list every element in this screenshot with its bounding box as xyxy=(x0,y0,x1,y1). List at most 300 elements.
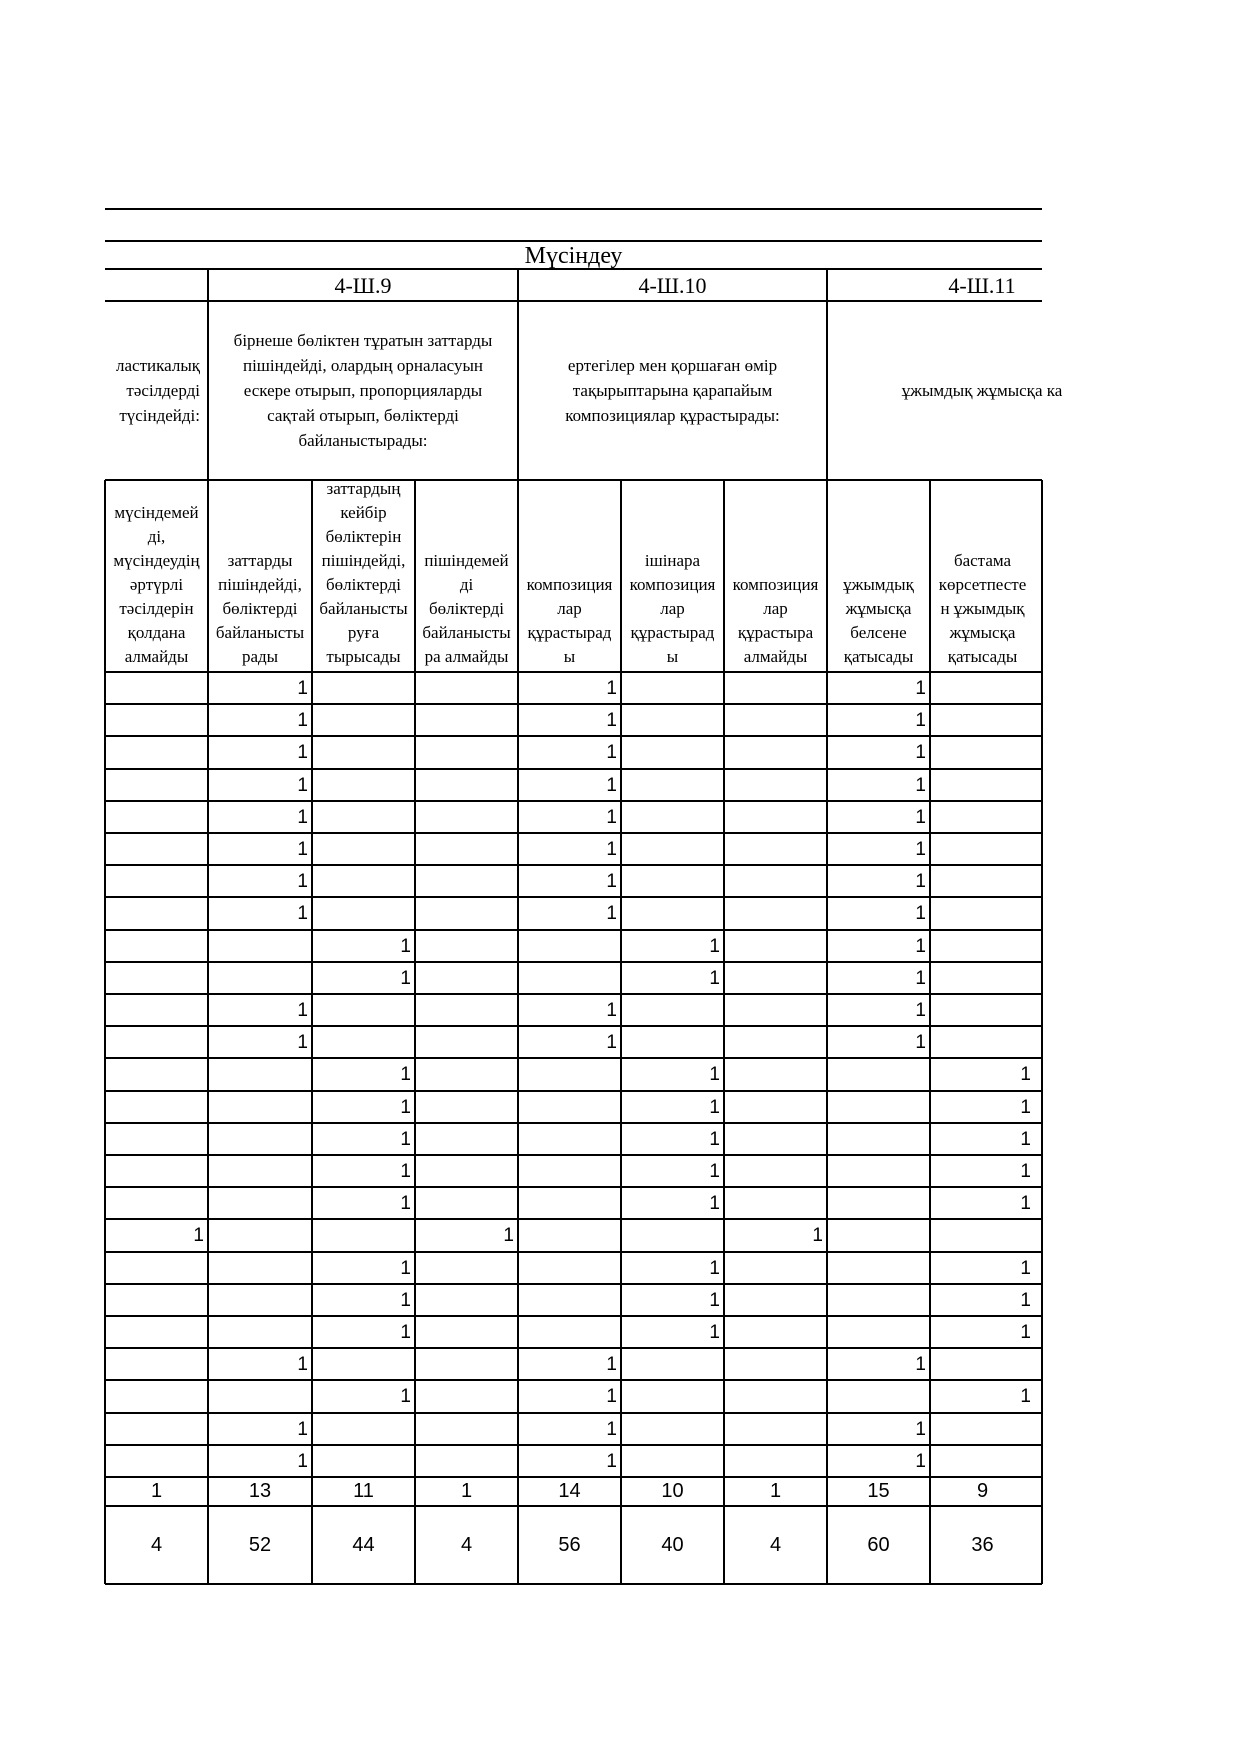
table-cell xyxy=(105,740,208,768)
table-cell xyxy=(518,966,621,994)
column-header-line: бөліктерді xyxy=(428,599,504,618)
table-cell: 1 xyxy=(606,871,617,893)
table-cell: 1 xyxy=(709,1322,720,1343)
table-cell xyxy=(312,676,415,704)
table-cell xyxy=(724,934,827,962)
table-cell: 1 xyxy=(503,1225,514,1247)
table-cell: 1 xyxy=(297,806,308,828)
table-cell: 1 xyxy=(709,967,720,989)
table-cell xyxy=(930,1352,1035,1380)
column-header-line: әртүрлі xyxy=(129,575,184,594)
column-divider xyxy=(104,480,106,1584)
table-cell: 1 xyxy=(1020,1386,1031,1408)
table-cell: 1 xyxy=(400,967,411,989)
column-header-line: мүсіндеудің xyxy=(113,551,200,570)
table-cell: 1 xyxy=(606,1386,617,1408)
table-cell xyxy=(724,1062,827,1090)
table-cell: 1 xyxy=(812,1225,823,1247)
table-cell xyxy=(105,837,208,865)
table-cell xyxy=(105,1159,208,1187)
column-header-line: заттардың xyxy=(326,479,401,498)
table-cell xyxy=(621,1417,724,1445)
table-cell: 1 xyxy=(297,678,308,699)
table-cell xyxy=(724,1159,827,1187)
column-header-line: композиция xyxy=(526,575,613,594)
percent-cell: 40 xyxy=(661,1534,684,1556)
skill-description: тақырыптарына қарапайым xyxy=(572,381,773,400)
table-cell xyxy=(930,676,1035,704)
column-header-line: белсене xyxy=(850,623,907,642)
total-cell: 14 xyxy=(558,1480,581,1502)
table-cell: 1 xyxy=(606,806,617,828)
column-header-line: құрастыра xyxy=(737,623,814,642)
table-cell: 1 xyxy=(400,935,411,957)
total-cell: 1 xyxy=(769,1480,782,1502)
percent-cell: 4 xyxy=(769,1534,782,1556)
column-header-line: жұмысқа xyxy=(949,623,1016,642)
column-header-line: қатысады xyxy=(843,647,914,666)
table-cell xyxy=(518,1191,621,1219)
table-cell: 1 xyxy=(709,1161,720,1182)
column-header-line: рады xyxy=(241,647,279,666)
table-cell: 1 xyxy=(297,871,308,893)
table-cell: 1 xyxy=(1020,1289,1031,1311)
skill-description: ертегілер мен қоршаған өмір xyxy=(567,356,778,375)
column-header-line: ді xyxy=(459,575,474,594)
table-cell xyxy=(930,805,1035,833)
table-cell: 1 xyxy=(606,774,617,796)
table-cell xyxy=(208,1288,312,1316)
table-cell xyxy=(930,837,1035,865)
table-cell xyxy=(415,1352,518,1380)
table-cell xyxy=(827,1127,930,1155)
table-cell: 1 xyxy=(915,839,926,860)
table-cell: 1 xyxy=(709,1096,720,1118)
skill-description: байланыстырады: xyxy=(298,431,428,450)
table-cell: 1 xyxy=(915,903,926,925)
table-cell xyxy=(105,676,208,704)
column-divider xyxy=(414,480,416,1584)
table-cell xyxy=(415,708,518,736)
table-cell xyxy=(105,1030,208,1058)
table-cell: 1 xyxy=(915,678,926,699)
percent-cell: 44 xyxy=(352,1534,375,1556)
table-cell xyxy=(724,676,827,704)
total-cell: 15 xyxy=(867,1480,890,1502)
table-cell xyxy=(415,805,518,833)
table-cell xyxy=(105,934,208,962)
table-cell: 1 xyxy=(1020,1161,1031,1182)
table-cell: 1 xyxy=(297,903,308,925)
percent-cell: 56 xyxy=(558,1534,581,1556)
column-header-line: ра алмайды xyxy=(424,647,509,666)
column-header-top-rule xyxy=(105,479,1042,481)
table-cell xyxy=(930,1417,1035,1445)
table-cell xyxy=(415,1030,518,1058)
table-cell xyxy=(930,740,1035,768)
column-header-line: н ұжымдық xyxy=(940,599,1025,618)
table-cell xyxy=(105,805,208,833)
table-cell: 1 xyxy=(1020,1128,1031,1150)
table-cell xyxy=(105,966,208,994)
table-cell xyxy=(827,1256,930,1284)
table-cell xyxy=(105,1352,208,1380)
table-cell: 1 xyxy=(400,1193,411,1215)
column-header-line: лар xyxy=(557,599,582,618)
table-cell xyxy=(415,1384,518,1412)
table-cell xyxy=(105,1384,208,1412)
table-cell xyxy=(208,1256,312,1284)
column-divider xyxy=(826,480,828,1584)
table-cell: 1 xyxy=(297,839,308,860)
percent-cell: 52 xyxy=(248,1534,272,1556)
mushindeu-table xyxy=(105,208,1063,1588)
table-cell xyxy=(312,1352,415,1380)
table-cell xyxy=(621,901,724,929)
table-cell xyxy=(312,1449,415,1477)
table-cell xyxy=(312,901,415,929)
percent-cell: 4 xyxy=(460,1534,473,1556)
table-cell xyxy=(621,773,724,801)
table-cell xyxy=(930,1223,1035,1251)
table-cell xyxy=(208,1384,312,1412)
table-cell: 1 xyxy=(915,1000,926,1021)
column-header-bottom-rule xyxy=(105,671,1042,673)
table-cell xyxy=(415,934,518,962)
column-header-line: байланысты xyxy=(319,599,408,618)
table-cell: 1 xyxy=(709,1257,720,1279)
skill-description-partial: тәсілдерді xyxy=(126,381,200,400)
table-cell xyxy=(105,1417,208,1445)
table-cell: 1 xyxy=(915,1418,926,1440)
percent-cell: 4 xyxy=(150,1534,163,1556)
table-cell: 1 xyxy=(915,806,926,828)
section-title: Мүсіндеу xyxy=(524,243,623,269)
table-cell: 1 xyxy=(709,1128,720,1150)
table-cell xyxy=(415,966,518,994)
table-cell: 1 xyxy=(1020,1193,1031,1215)
table-cell xyxy=(724,773,827,801)
table-cell xyxy=(724,1449,827,1477)
table-cell: 1 xyxy=(915,871,926,893)
table-cell xyxy=(930,1030,1035,1058)
column-divider xyxy=(207,480,209,1584)
table-cell xyxy=(415,1095,518,1123)
table-cell xyxy=(312,740,415,768)
table-cell xyxy=(827,1095,930,1123)
column-header-line: ұжымдық xyxy=(843,575,914,594)
skill-description: сақтай отырып, бөліктерді xyxy=(267,406,459,425)
table-cell: 1 xyxy=(709,1193,720,1215)
table-cell xyxy=(724,869,827,897)
table-cell xyxy=(312,1417,415,1445)
column-header-line: байланысты xyxy=(215,623,305,642)
column-header-line: композиция xyxy=(732,575,819,594)
table-cell xyxy=(930,708,1035,736)
table-cell: 1 xyxy=(606,678,617,699)
table-cell xyxy=(827,1288,930,1316)
table-cell xyxy=(827,1191,930,1219)
column-header-line: алмайды xyxy=(124,647,189,666)
table-cell xyxy=(105,1320,208,1348)
table-cell xyxy=(518,1256,621,1284)
table-cell xyxy=(208,934,312,962)
table-cell: 1 xyxy=(297,1354,308,1376)
table-cell: 1 xyxy=(400,1386,411,1408)
table-cell xyxy=(415,740,518,768)
top-rule xyxy=(105,208,1042,210)
table-cell xyxy=(724,998,827,1026)
total-cell: 10 xyxy=(661,1480,684,1502)
table-cell xyxy=(312,1223,415,1251)
table-cell: 1 xyxy=(709,1064,720,1086)
column-header-line: жұмысқа xyxy=(845,599,912,618)
table-cell: 1 xyxy=(915,1450,926,1472)
table-cell xyxy=(827,1062,930,1090)
table-cell: 1 xyxy=(915,774,926,796)
table-cell xyxy=(827,1159,930,1187)
table-cell xyxy=(208,1320,312,1348)
table-cell: 1 xyxy=(1020,1096,1031,1118)
table-cell xyxy=(930,998,1035,1026)
column-header-line: тәсілдерін xyxy=(119,599,194,618)
table-cell: 1 xyxy=(915,742,926,764)
skill-description: ұжымдық жұмысқа ка xyxy=(901,381,1063,400)
table-cell xyxy=(518,934,621,962)
table-cell xyxy=(724,1417,827,1445)
table-cell xyxy=(415,998,518,1026)
table-cell: 1 xyxy=(915,967,926,989)
table-cell xyxy=(621,869,724,897)
table-cell xyxy=(208,1127,312,1155)
column-header-line: тырысады xyxy=(326,647,401,666)
table-cell: 1 xyxy=(400,1161,411,1182)
table-cell xyxy=(724,1095,827,1123)
table-cell xyxy=(105,1449,208,1477)
column-header-line: пішіндейді, xyxy=(218,575,302,594)
table-cell xyxy=(518,1062,621,1090)
table-cell xyxy=(312,708,415,736)
column-header-line: лар xyxy=(763,599,788,618)
table-cell xyxy=(621,1352,724,1380)
column-header-line: пішіндемей xyxy=(424,551,509,570)
table-cell xyxy=(312,805,415,833)
table-cell xyxy=(621,708,724,736)
table-cell: 1 xyxy=(709,1289,720,1311)
table-cell xyxy=(930,934,1035,962)
skill-description: ескере отырып, пропорцияларды xyxy=(243,381,483,400)
table-cell: 1 xyxy=(400,1064,411,1086)
table-cell: 1 xyxy=(297,1032,308,1054)
table-cell: 1 xyxy=(1020,1064,1031,1086)
table-cell xyxy=(415,1288,518,1316)
column-header-line: алмайды xyxy=(743,647,808,666)
table-cell xyxy=(105,998,208,1026)
table-cell xyxy=(724,1288,827,1316)
percent-cell: 60 xyxy=(867,1534,890,1556)
table-cell: 1 xyxy=(400,1128,411,1150)
standard-code: 4-Ш.11 xyxy=(948,273,1016,298)
table-cell: 1 xyxy=(297,1000,308,1021)
table-cell: 1 xyxy=(400,1289,411,1311)
column-header-line: құрастырад xyxy=(527,623,612,642)
table-cell: 1 xyxy=(606,1354,617,1376)
column-header-line: бөліктерін xyxy=(325,527,402,546)
column-divider xyxy=(929,480,931,1584)
column-header-line: бөліктерді xyxy=(325,575,401,594)
table-cell xyxy=(415,869,518,897)
column-header-line: ы xyxy=(563,647,576,666)
standard-code: 4-Ш.10 xyxy=(638,273,707,298)
table-cell: 1 xyxy=(915,710,926,732)
column-divider xyxy=(517,480,519,1584)
percent-cell: 36 xyxy=(971,1534,994,1556)
table-cell: 1 xyxy=(606,903,617,925)
total-cell: 1 xyxy=(460,1480,473,1502)
table-cell xyxy=(105,1288,208,1316)
table-cell xyxy=(415,1062,518,1090)
table-cell xyxy=(105,901,208,929)
table-cell: 1 xyxy=(915,1354,926,1376)
table-cell xyxy=(105,1191,208,1219)
total-cell: 13 xyxy=(248,1480,272,1502)
table-cell xyxy=(518,1159,621,1187)
total-cell: 11 xyxy=(353,1480,374,1502)
table-cell xyxy=(724,837,827,865)
table-cell xyxy=(930,1449,1035,1477)
column-header-line: мүсіндемей xyxy=(114,503,199,522)
table-cell xyxy=(415,901,518,929)
table-cell xyxy=(827,1320,930,1348)
table-cell: 1 xyxy=(606,1032,617,1054)
table-cell xyxy=(724,1127,827,1155)
table-cell xyxy=(105,708,208,736)
table-cell xyxy=(724,1191,827,1219)
table-cell xyxy=(621,1030,724,1058)
table-cell xyxy=(827,1223,930,1251)
table-cell xyxy=(415,1127,518,1155)
column-header-line: ы xyxy=(666,647,679,666)
table-cell xyxy=(105,1062,208,1090)
table-cell: 1 xyxy=(297,1450,308,1472)
table-cell: 1 xyxy=(297,742,308,764)
table-cell xyxy=(312,837,415,865)
column-header-line: қолдана xyxy=(127,623,186,642)
column-header-line: кейбір xyxy=(340,503,387,522)
table-cell xyxy=(518,1095,621,1123)
table-cell: 1 xyxy=(1020,1322,1031,1343)
table-cell xyxy=(724,966,827,994)
column-header-line: бастама xyxy=(953,551,1012,570)
table-cell xyxy=(415,837,518,865)
table-cell xyxy=(930,901,1035,929)
table-cell xyxy=(724,1030,827,1058)
skill-description: композициялар құрастырады: xyxy=(565,406,780,425)
column-divider xyxy=(620,480,622,1584)
column-header-line: композиция xyxy=(629,575,716,594)
table-cell: 1 xyxy=(297,1418,308,1440)
table-cell xyxy=(724,708,827,736)
table-cell xyxy=(621,1384,724,1412)
table-cell xyxy=(208,1095,312,1123)
table-cell xyxy=(415,1191,518,1219)
table-cell xyxy=(621,740,724,768)
table-cell xyxy=(105,1095,208,1123)
column-header-line: пішіндейді, xyxy=(321,551,406,570)
table-cell: 1 xyxy=(606,1450,617,1472)
table-cell xyxy=(518,1223,621,1251)
table-cell xyxy=(930,869,1035,897)
table-cell xyxy=(724,740,827,768)
table-cell: 1 xyxy=(1020,1257,1031,1279)
table-cell: 1 xyxy=(606,1418,617,1440)
table-cell xyxy=(105,773,208,801)
skill-description-partial: түсіндейді: xyxy=(119,406,200,425)
table-cell xyxy=(518,1288,621,1316)
table-cell xyxy=(724,1256,827,1284)
table-cell xyxy=(415,1320,518,1348)
standard-code: 4-Ш.9 xyxy=(334,273,392,298)
table-cell: 1 xyxy=(400,1322,411,1343)
table-cell xyxy=(208,1159,312,1187)
table-cell xyxy=(105,1256,208,1284)
table-cell xyxy=(208,1062,312,1090)
table-cell xyxy=(724,1320,827,1348)
column-header-line: құрастырад xyxy=(630,623,715,642)
table-cell xyxy=(312,773,415,801)
table-cell xyxy=(208,966,312,994)
right-border xyxy=(1041,480,1043,1584)
table-cell xyxy=(724,901,827,929)
column-divider xyxy=(723,480,725,1584)
table-cell xyxy=(415,676,518,704)
column-header-line: заттарды xyxy=(227,551,293,570)
column-header-line: байланысты xyxy=(422,623,511,642)
column-divider xyxy=(311,480,313,1584)
skill-description-partial: ластикалық xyxy=(116,356,200,375)
table-cell: 1 xyxy=(606,1000,617,1021)
table-cell: 1 xyxy=(606,742,617,764)
table-cell xyxy=(415,1449,518,1477)
table-cell xyxy=(621,1449,724,1477)
table-cell xyxy=(724,1352,827,1380)
table-cell: 1 xyxy=(606,710,617,732)
total-cell: 9 xyxy=(976,1480,989,1502)
table-cell xyxy=(930,773,1035,801)
table-cell: 1 xyxy=(915,935,926,957)
table-cell xyxy=(415,1417,518,1445)
table-cell xyxy=(621,676,724,704)
column-header-line: қатысады xyxy=(947,647,1018,666)
table-cell xyxy=(105,869,208,897)
table-cell xyxy=(105,1127,208,1155)
column-header-line: көрсетпесте xyxy=(938,575,1027,594)
column-header-line: бөліктерді xyxy=(222,599,298,618)
table-cell xyxy=(312,1030,415,1058)
table-cell xyxy=(827,1384,930,1412)
table-cell xyxy=(518,1127,621,1155)
total-cell: 1 xyxy=(150,1480,163,1502)
table-cell xyxy=(621,998,724,1026)
skill-description: пішіндейді, олардың орналасуын xyxy=(242,356,484,375)
column-header-line: ішінара xyxy=(644,551,701,570)
table-cell: 1 xyxy=(709,935,720,957)
table-cell: 1 xyxy=(193,1225,204,1247)
skill-description: бірнеше бөліктен тұратын заттарды xyxy=(233,331,493,350)
table-cell: 1 xyxy=(400,1096,411,1118)
column-header-line: ді, xyxy=(147,527,166,546)
table-cell xyxy=(724,805,827,833)
